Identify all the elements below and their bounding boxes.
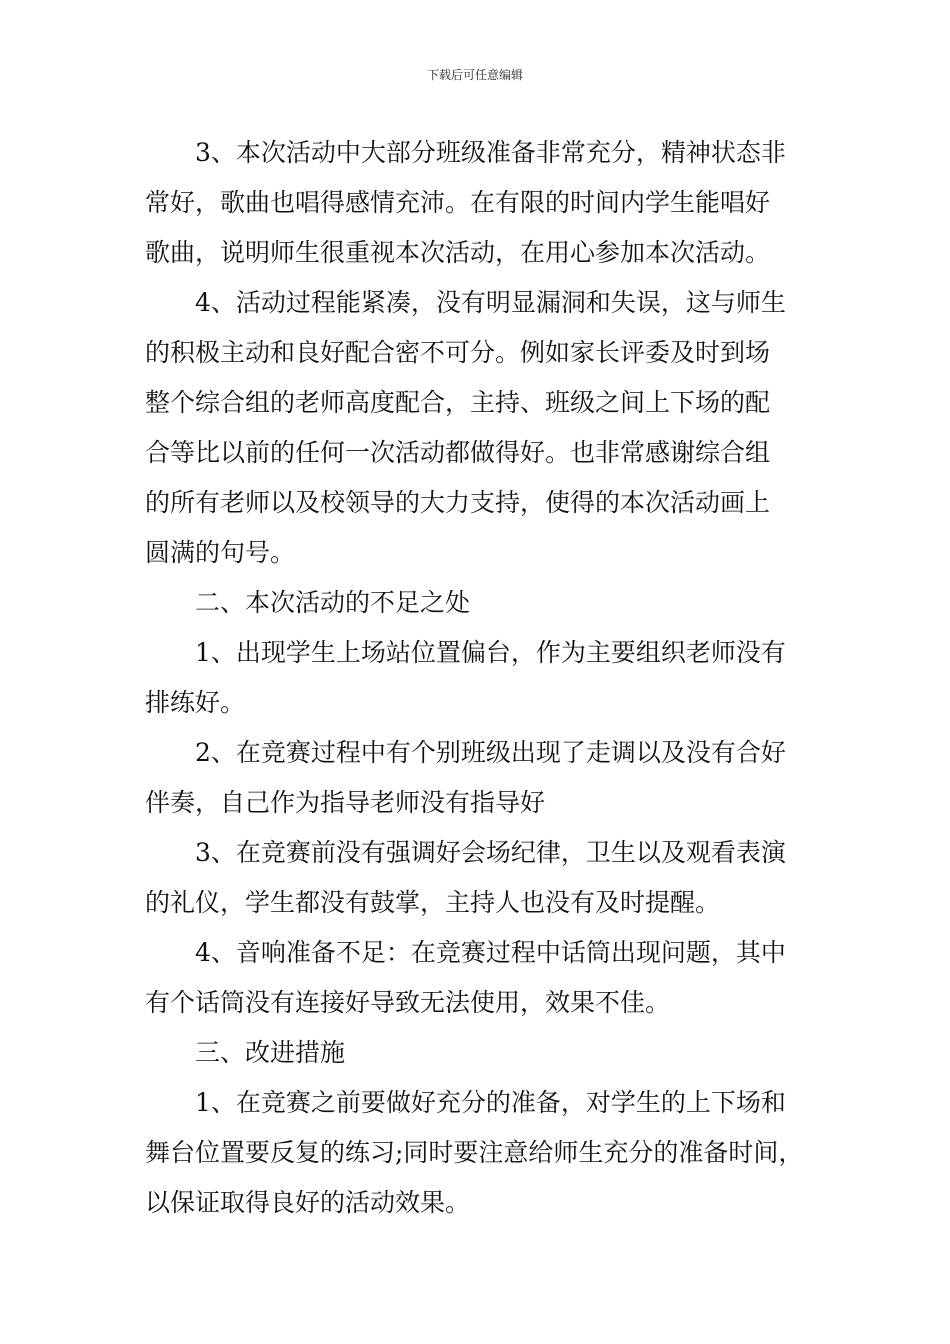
text-line: 二、本次活动的不足之处 bbox=[195, 588, 471, 617]
text-line: 3、在竞赛前没有强调好会场纪律，卫生以及观看表演 bbox=[195, 838, 786, 867]
text-line: 的积极主动和良好配合密不可分。例如家长评委及时到场 bbox=[145, 338, 771, 367]
text-line: 4、音响准备不足：在竞赛过程中话筒出现问题，其中 bbox=[195, 938, 786, 967]
text-line: 整个综合组的老师高度配合，主持、班级之间上下场的配 bbox=[145, 388, 771, 417]
text-line: 合等比以前的任何一次活动都做得好。也非常感谢综合组 bbox=[145, 438, 771, 467]
text-line: 排练好。 bbox=[145, 688, 246, 717]
text-line: 以保证取得良好的活动效果。 bbox=[145, 1188, 471, 1217]
text-line: 伴奏，自己作为指导老师没有指导好 bbox=[145, 788, 546, 817]
text-line: 4、活动过程能紧凑，没有明显漏洞和失误，这与师生 bbox=[195, 288, 786, 317]
text-line: 1、出现学生上场站位置偏台，作为主要组织老师没有 bbox=[195, 638, 786, 667]
text-line: 圆满的句号。 bbox=[145, 538, 296, 567]
text-line: 有个话筒没有连接好导致无法使用，效果不佳。 bbox=[145, 988, 671, 1017]
page-header: 下载后可任意编辑 bbox=[426, 68, 523, 82]
document-body bbox=[145, 128, 810, 1228]
text-line: 三、改进措施 bbox=[195, 1038, 346, 1067]
text-line: 2、在竞赛过程中有个别班级出现了走调以及没有合好 bbox=[195, 738, 786, 767]
text-line: 的礼仪，学生都没有鼓掌，主持人也没有及时提醒。 bbox=[145, 888, 721, 917]
text-line: 1、在竞赛之前要做好充分的准备，对学生的上下场和 bbox=[195, 1088, 786, 1117]
text-line: 的所有老师以及校领导的大力支持，使得的本次活动画上 bbox=[145, 488, 771, 517]
text-line: 歌曲，说明师生很重视本次活动，在用心参加本次活动。 bbox=[145, 238, 771, 267]
text-line: 常好，歌曲也唱得感情充沛。在有限的时间内学生能唱好 bbox=[145, 188, 771, 217]
text-line: 舞台位置要反复的练习;同时要注意给师生充分的准备时间， bbox=[145, 1138, 804, 1167]
text-line: 3、本次活动中大部分班级准备非常充分，精神状态非 bbox=[195, 138, 786, 167]
